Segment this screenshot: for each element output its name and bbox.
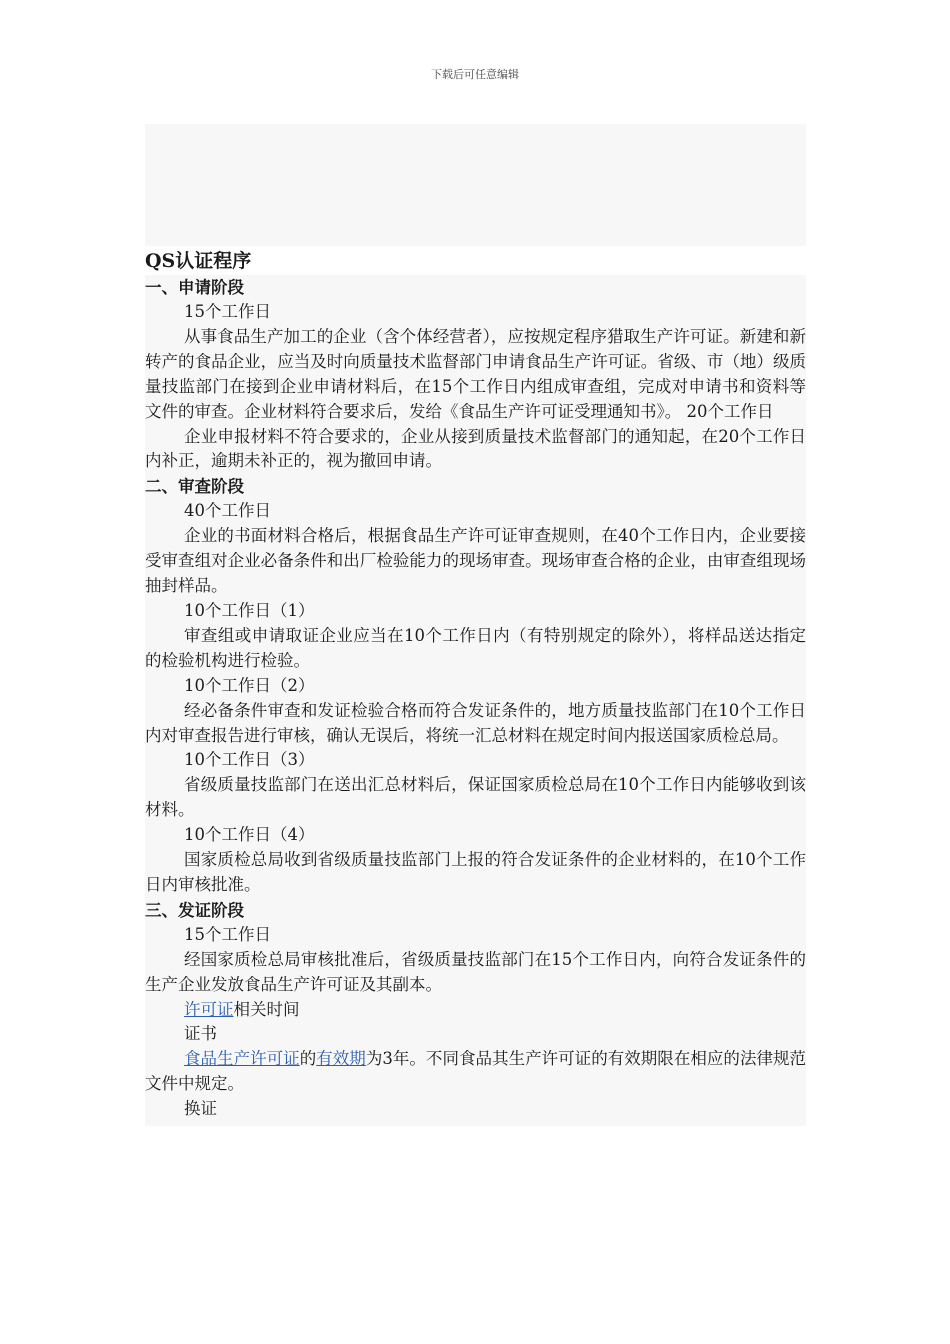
section-heading: 一、申请阶段 [145,278,244,297]
permit-link[interactable]: 许可证 [184,999,234,1019]
paragraph: 国家质检总局收到省级质量技监部门上报的符合发证条件的企业材料的，在10个工作日内审核批准。 [145,850,806,894]
document-title: QS认证程序 [145,248,806,275]
section-heading: 二、审查阶段 [145,477,244,497]
paragraph: 10个工作日（4） [184,825,315,845]
paragraph: 10个工作日（1） [184,600,315,620]
related-time-text: 相关时间 [233,999,300,1019]
document-text [145,275,806,1126]
certificate-label: 证书 [184,1024,217,1044]
page-header-note: 下载后可任意编辑 [431,68,519,81]
paragraph: 企业的书面材料合格后，根据食品生产许可证审查规则，在40个工作日内，企业要接受审查组对企业必备条件和出厂检验能力的现场审查。现场审查合格的企业，由审查组现场抽封样品。 [145,526,806,596]
paragraph: 10个工作日（3） [184,750,315,770]
validity-paragraph [145,1047,806,1097]
paragraph: 15个工作日 [184,302,271,321]
validity-link[interactable]: 有效期 [316,1049,366,1069]
paragraph: 审查组或申请取证企业应当在10个工作日内（有特别规定的除外），将样品送达指定的检验机构进行检验。 [145,625,806,670]
paragraph: 40个工作日 [184,501,271,521]
paragraph: 企业申报材料不符合要求的，企业从接到质量技术监督部门的通知起，在20个工作日内补正，逾期未补正的，视为撤回申请。 [145,426,806,471]
of-text: 的 [299,1049,317,1069]
food-permit-link[interactable]: 食品生产许可证 [184,1049,300,1069]
paragraph: 10个工作日（2） [184,675,315,695]
document-body [145,248,806,1126]
paragraph: 经国家质检总局审核批准后，省级质量技监部门在15个工作日内，向符合发证条件的生产企业发放食品生产许可证及其副本。 [145,949,806,994]
renewal-label: 换证 [184,1099,217,1119]
paragraph: 从事食品生产加工的企业（含个体经营者），应按规定程序猎取生产许可证。新建和新转产的食品企业，应当及时向质量技术监督部门申请食品生产许可证。省级、市（地）级质量技监部门在接到企业申请材料后，在15个工作日内组成审查组，完成对申请书和资料等文件的审查。企业材料符合要求后，发给《食品生产许可证受理通知书》。 20个工作日 [145,326,806,421]
section-heading: 三、发证阶段 [145,900,244,920]
paragraph: 15个工作日 [184,924,271,944]
blank-content-block [145,124,806,246]
paragraph: 经必备条件审查和发证检验合格而符合发证条件的，地方质量技监部门在10个工作日内对审查报告进行审核，确认无误后，将统一汇总材料在规定时间内报送国家质检总局。 [145,700,806,745]
validity-text: 为3年。不同食品其生产许可证的有效期限在相应的法律规范文件中规定。 [145,1049,807,1094]
related-time-line [145,998,806,1023]
paragraph: 省级质量技监部门在送出汇总材料后，保证国家质检总局在10个工作日内能够收到该材料。 [145,775,806,820]
